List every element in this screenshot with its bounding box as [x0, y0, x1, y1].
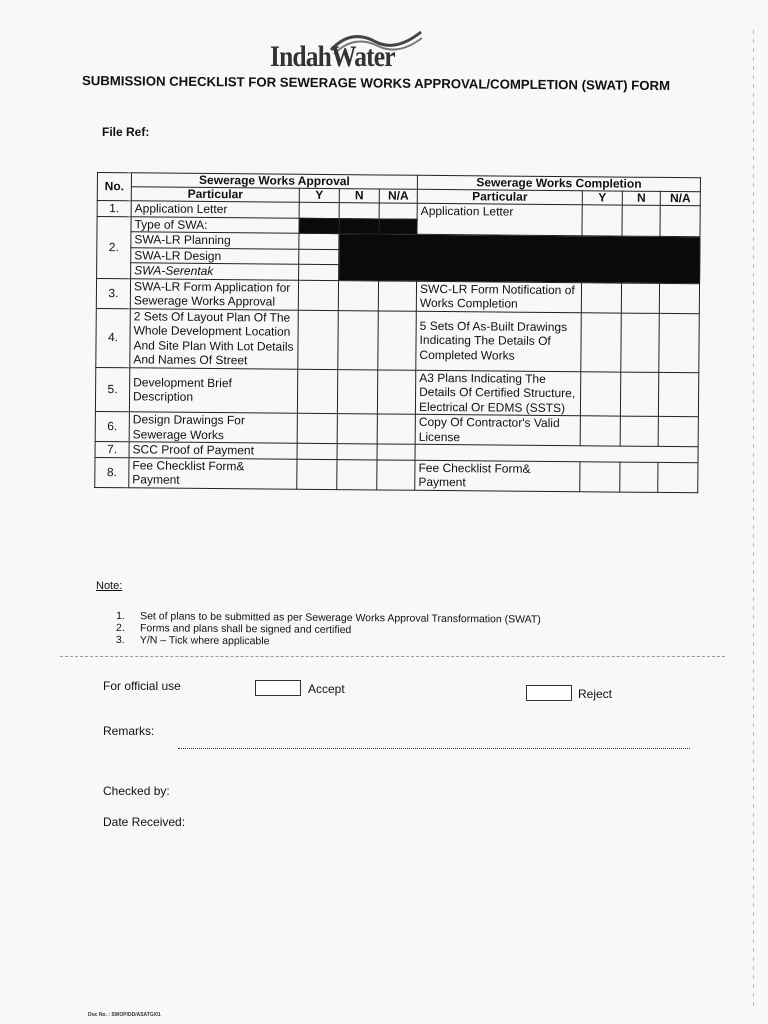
approval-n-cell[interactable]	[338, 280, 378, 310]
blacked-cell	[299, 218, 339, 234]
approval-y-cell[interactable]	[297, 413, 337, 443]
page-edge	[753, 30, 754, 1010]
approval-item: 2 Sets Of Layout Plan Of The Whole Development Location And Site Plan With Lot Details And Names Of Street	[130, 308, 299, 368]
reject-checkbox[interactable]	[526, 685, 572, 701]
completion-item: A3 Plans Indicating The Details Of Certified Structure, Electrical Or EDMS (SSTS)	[415, 370, 580, 416]
approval-y-cell[interactable]	[299, 233, 339, 249]
table-row	[95, 457, 698, 492]
row-number: 2.	[97, 216, 132, 278]
indah-water-logo	[270, 28, 430, 72]
approval-y-cell[interactable]	[299, 249, 339, 265]
approval-na-cell[interactable]	[377, 414, 415, 444]
notes-list	[116, 610, 541, 650]
date-received-label: Date Received:	[103, 815, 186, 829]
approval-y-cell[interactable]	[297, 443, 337, 459]
approval-item: SCC Proof of Payment	[129, 442, 297, 459]
logo-text: IndahWater	[270, 40, 395, 73]
completion-y-cell[interactable]	[580, 371, 620, 416]
y-header: Y	[582, 191, 622, 205]
n-header: N	[339, 189, 379, 203]
blacked-area	[339, 234, 700, 284]
completion-n-cell[interactable]	[620, 462, 658, 492]
approval-item: SWA-Serentak	[131, 263, 299, 280]
approval-item: Fee Checklist Form& Payment	[129, 457, 297, 488]
reject-label: Reject	[578, 687, 613, 701]
approval-na-cell[interactable]	[378, 310, 417, 369]
approval-y-cell[interactable]	[298, 280, 338, 310]
completion-y-cell[interactable]	[581, 282, 621, 312]
completion-item: SWC-LR Form Notification of Works Completion	[416, 281, 581, 312]
table-row	[96, 278, 699, 313]
completion-header: Sewerage Works Completion	[417, 175, 700, 191]
note-text: Set of plans to be submitted as per Sewerage Works Approval Transformation (SWAT)	[140, 610, 541, 626]
completion-na-cell[interactable]	[660, 205, 700, 236]
row-number: 6.	[95, 411, 129, 441]
note-text: Y/N – Tick where applicable	[139, 634, 270, 648]
blacked-cell	[339, 218, 379, 234]
approval-y-cell[interactable]	[298, 310, 339, 369]
completion-item: 5 Sets Of As-Built Drawings Indicating The Details Of Completed Works	[416, 311, 582, 371]
approval-item: Design Drawings For Sewerage Works	[129, 412, 297, 443]
table-row	[96, 308, 700, 372]
approval-y-cell[interactable]	[299, 202, 339, 218]
n-header: N	[622, 191, 660, 205]
approval-item: SWA-LR Planning	[131, 232, 299, 249]
completion-y-cell[interactable]	[580, 416, 620, 446]
checklist-table	[94, 172, 701, 493]
row-number: 4.	[96, 308, 131, 367]
row-number: 8.	[95, 457, 129, 487]
row-number: 1.	[97, 201, 131, 217]
approval-na-cell[interactable]	[377, 444, 415, 460]
completion-na-cell[interactable]	[659, 313, 700, 372]
remarks-line[interactable]	[178, 748, 690, 749]
completion-n-cell[interactable]	[621, 313, 660, 372]
completion-na-cell[interactable]	[659, 283, 699, 313]
table-row	[95, 367, 698, 417]
note-number: 2.	[115, 622, 125, 635]
na-header: N/A	[660, 191, 700, 205]
approval-header: Sewerage Works Approval	[131, 173, 417, 189]
note-text: Forms and plans shall be signed and certified	[139, 622, 352, 637]
completion-n-cell[interactable]	[620, 372, 658, 417]
approval-na-cell[interactable]	[377, 369, 415, 414]
row-number: 3.	[96, 278, 130, 308]
completion-item: Copy Of Contractor's Valid License	[415, 414, 580, 445]
approval-y-cell[interactable]	[299, 264, 339, 280]
approval-n-cell[interactable]	[338, 310, 379, 369]
approval-item: SWA-LR Design	[131, 247, 299, 264]
approval-na-cell[interactable]	[379, 203, 417, 219]
accept-label: Accept	[308, 682, 345, 696]
file-ref-label: File Ref:	[102, 125, 150, 139]
completion-y-cell[interactable]	[582, 205, 622, 236]
approval-na-cell[interactable]	[378, 280, 416, 310]
table-row	[95, 411, 698, 446]
completion-item: Application Letter	[417, 203, 582, 235]
completion-n-cell[interactable]	[620, 416, 658, 446]
completion-na-cell[interactable]	[658, 416, 698, 446]
checked-by-label: Checked by:	[103, 784, 170, 798]
approval-n-cell[interactable]	[337, 414, 377, 444]
accept-checkbox[interactable]	[255, 680, 301, 696]
document-number: Doc No. : SWOP/DD/ASATG/01	[88, 1012, 161, 1018]
approval-n-cell[interactable]	[337, 459, 377, 489]
row-number: 5.	[95, 367, 129, 412]
approval-item: SWA-LR Form Application for Sewerage Works Approval	[130, 278, 298, 309]
particular-header: Particular	[417, 189, 582, 204]
no-header: No.	[97, 173, 131, 201]
completion-item: Fee Checklist Form& Payment	[415, 460, 580, 491]
completion-y-cell[interactable]	[581, 312, 622, 371]
note-number: 1.	[116, 610, 125, 623]
approval-na-cell[interactable]	[377, 459, 415, 489]
y-header: Y	[299, 188, 339, 202]
approval-item: Application Letter	[131, 201, 299, 218]
approval-n-cell[interactable]	[339, 203, 379, 219]
particular-header: Particular	[131, 187, 299, 202]
note-number: 3.	[115, 633, 125, 647]
completion-na-cell[interactable]	[658, 372, 698, 417]
approval-item: Type of SWA:	[131, 216, 299, 233]
note-heading: Note:	[96, 580, 123, 592]
approval-n-cell[interactable]	[337, 444, 377, 460]
approval-item: Development Brief Description	[129, 367, 297, 413]
na-header: N/A	[379, 189, 417, 203]
approval-y-cell[interactable]	[297, 369, 337, 414]
approval-y-cell[interactable]	[297, 459, 337, 489]
section-divider	[60, 656, 725, 657]
remarks-label: Remarks:	[103, 724, 155, 738]
blacked-cell	[379, 218, 417, 234]
completion-y-cell[interactable]	[580, 461, 620, 491]
approval-n-cell[interactable]	[337, 369, 377, 414]
official-use-label: For official use	[103, 679, 181, 693]
form-title: SUBMISSION CHECKLIST FOR SEWERAGE WORKS APPROVAL/COMPLETION (SWAT) FORM	[81, 73, 671, 94]
note-item	[116, 634, 541, 650]
row-number: 7.	[95, 441, 129, 457]
completion-n-cell[interactable]	[622, 205, 660, 236]
completion-n-cell[interactable]	[621, 283, 659, 313]
completion-na-cell[interactable]	[658, 462, 698, 492]
